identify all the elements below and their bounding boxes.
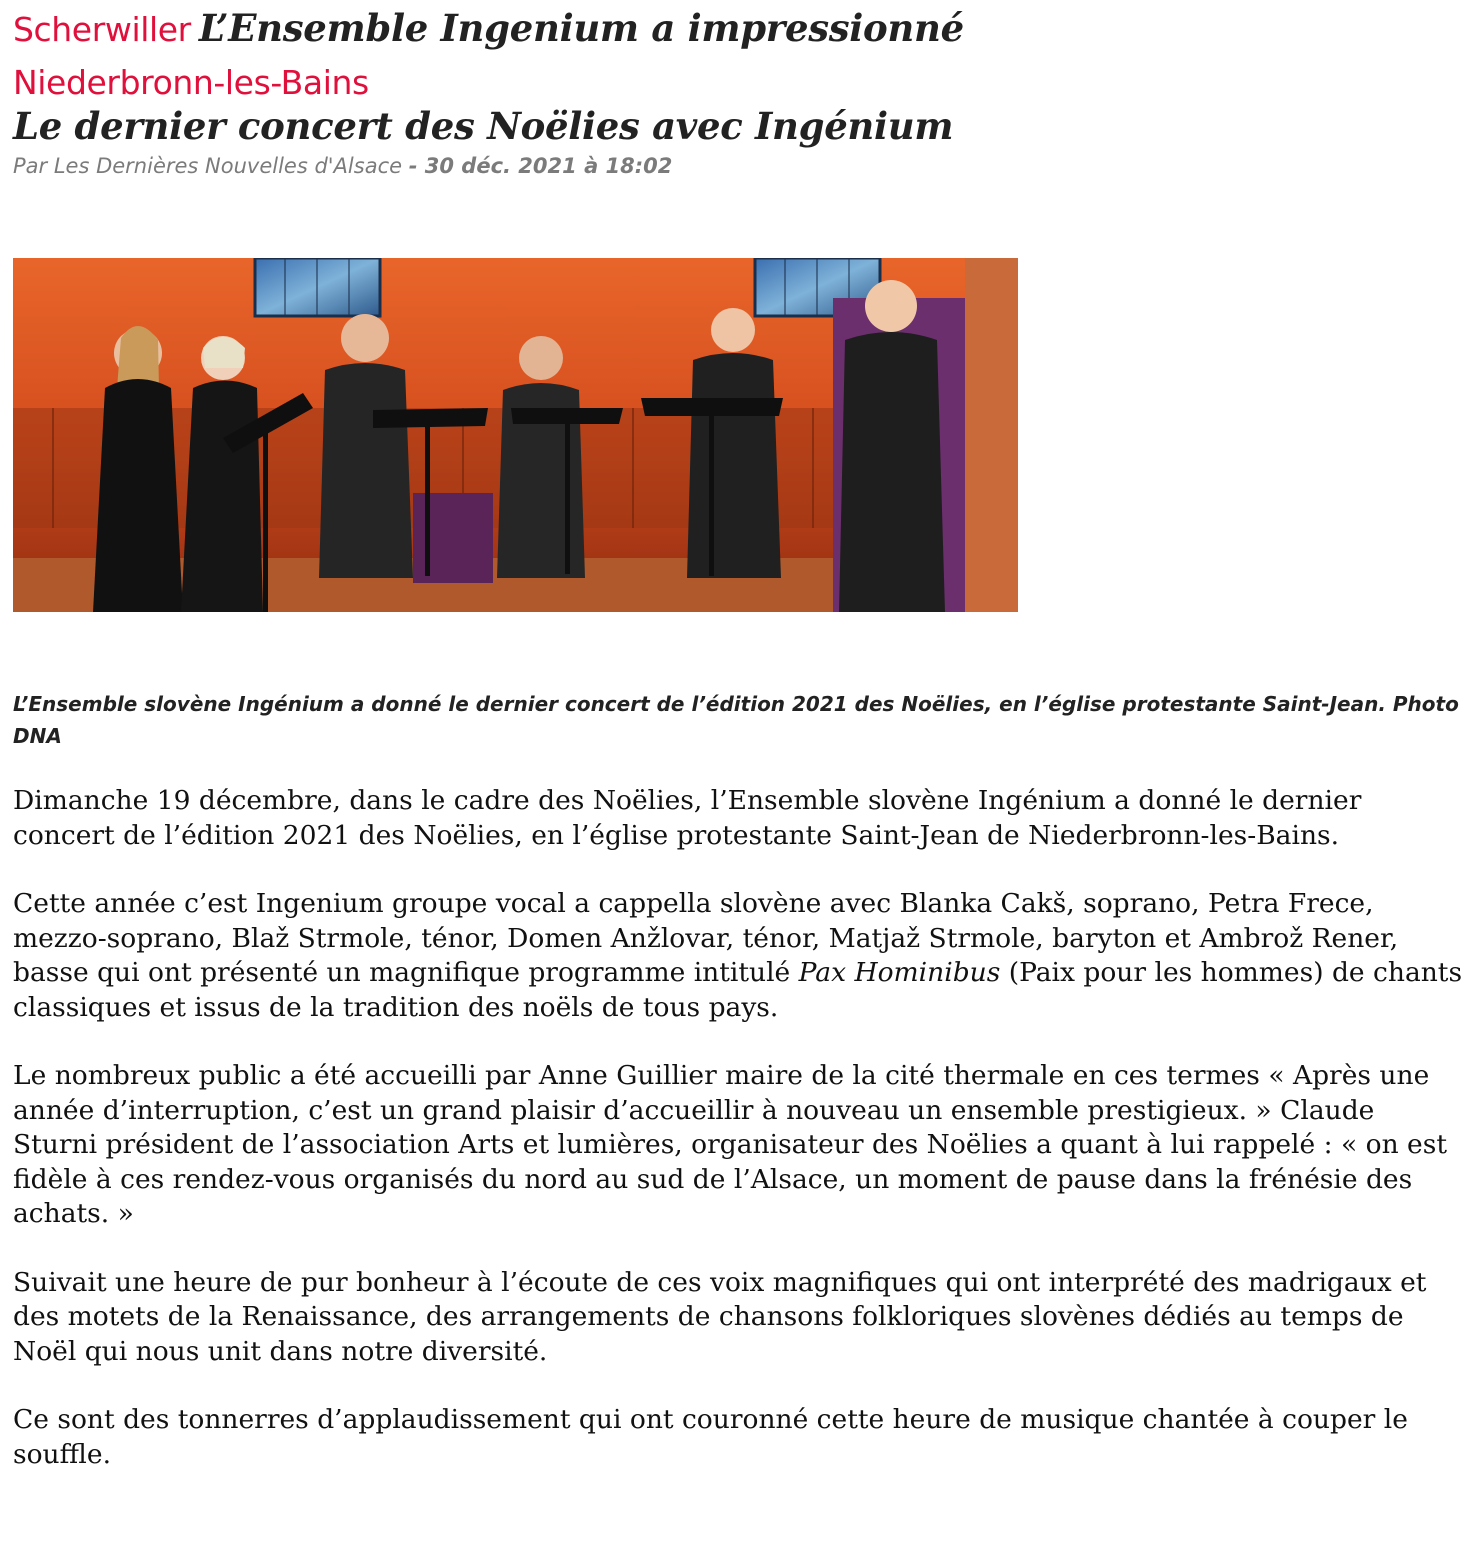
article-paragraph	[13, 887, 1465, 1025]
article-paragraph: Dimanche 19 décembre, dans le cadre des Noëlies, l’Ensemble slovène Ingénium a donné le dernier concert de l’édition 2021 des Noëlies, en l’église protestante Saint-Jean de Niederbronn-les-Bains.	[13, 785, 1362, 851]
headline-line-1	[13, 6, 964, 50]
byline	[13, 154, 672, 178]
location-scherwiller: Scherwiller	[13, 10, 191, 49]
article-paragraph: Ce sont des tonnerres d’applaudissement qui ont couronné cette heure de musique chantée à couper le souffle.	[13, 1404, 1408, 1470]
location-niederbronn: Niederbronn-les-Bains	[13, 63, 369, 102]
article-body	[13, 784, 1465, 1506]
headline-ensemble-ingenium: L’Ensemble Ingenium a impressionné	[198, 6, 964, 50]
headline-line-3	[13, 104, 953, 148]
article-paragraph: Le nombreux public a été accueilli par Anne Guillier maire de la cité thermale en ces termes « Après une année d’interruption, c’est un grand plaisir d’accueillir à nouveau un ensemble prestigieux. » Claude Sturni président de l’association Arts et lumières, organisateur des Noëlies a quant à lui rappelé : « on est fidèle à ces rendez-vous organisés du nord au sud de l’Alsace, un moment de pause dans la frénésie des achats. »	[13, 1060, 1447, 1229]
byline-source: Par Les Dernières Nouvelles d'Alsace	[13, 154, 403, 178]
article-paragraph: Suivait une heure de pur bonheur à l’écoute de ces voix magnifiques qui ont interprété des madrigaux et des motets de la Renaissance, des arrangements de chansons folkloriques slovènes dédiés au temps de Noël qui nous unit dans notre diversité.	[13, 1266, 1427, 1367]
concert-photo	[13, 258, 1018, 612]
paragraph-text: (Paix pour les hommes) de chants classiques et issus de la tradition des noëls de tous pays.	[13, 957, 1463, 1023]
headline-line-2	[13, 63, 369, 102]
byline-date: - 30 déc. 2021 à 18:02	[408, 154, 673, 178]
headline-dernier-concert: Le dernier concert des Noëlies avec Ingénium	[13, 104, 954, 148]
paragraph-text: Cette année c’est Ingenium groupe vocal a cappella slovène avec Blanka Cakš, soprano, Petra Frece, mezzo-soprano, Blaž Strmole, ténor, Domen Anžlovar, ténor, Matjaž Strmole, baryton et Ambrož Rener, basse qui ont présenté un magnifique programme intitulé	[13, 888, 1399, 988]
photo-caption: L’Ensemble slovène Ingénium a donné le dernier concert de l’édition 2021 des Noëlies, en l’église protestante Saint-Jean. Photo DNA	[13, 692, 1459, 748]
program-title: Pax Hominibus	[798, 957, 1001, 988]
